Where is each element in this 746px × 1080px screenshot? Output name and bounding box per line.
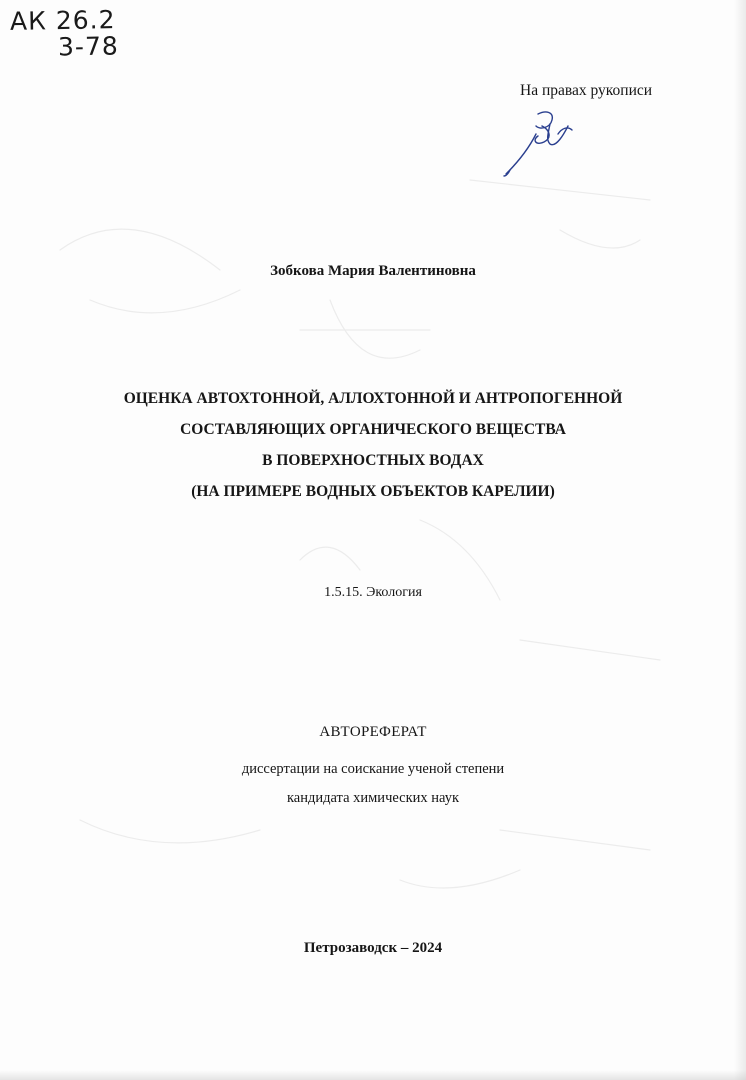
handwritten-catalog-number: [10, 6, 125, 62]
degree-description-line: диссертации на соискание ученой степени: [241, 761, 505, 777]
catalog-number-line-2: 3-78: [57, 31, 119, 62]
city-and-year: Петрозаводск – 2024: [303, 940, 443, 956]
page-edge-shadow: [734, 0, 746, 1080]
title-line: ОЦЕНКА АВТОХТОННОЙ, АЛЛОХТОННОЙ И АНТРОПОГЕННОЙ: [123, 390, 623, 407]
title-line: В ПОВЕРХНОСТНЫХ ВОДАХ: [262, 452, 484, 469]
title-line: (НА ПРИМЕРЕ ВОДНЫХ ОБЪЕКТОВ КАРЕЛИИ): [191, 483, 555, 500]
title-line: СОСТАВЛЯЮЩИХ ОРГАНИЧЕСКОГО ВЕЩЕСТВА: [180, 421, 566, 438]
document-type: АВТОРЕФЕРАТ: [319, 724, 427, 740]
degree-description-line: кандидата химических наук: [286, 790, 460, 806]
specialty-code: 1.5.15. Экология: [324, 585, 422, 600]
manuscript-rights-note: На правах рукописи: [520, 82, 653, 99]
author-name: Зобкова Мария Валентиновна: [270, 263, 476, 279]
dissertation-title: [0, 383, 746, 507]
catalog-number-line-1: АК 26.2: [9, 5, 116, 36]
page-edge-shadow: [0, 1070, 746, 1080]
author-signature: [498, 104, 578, 182]
